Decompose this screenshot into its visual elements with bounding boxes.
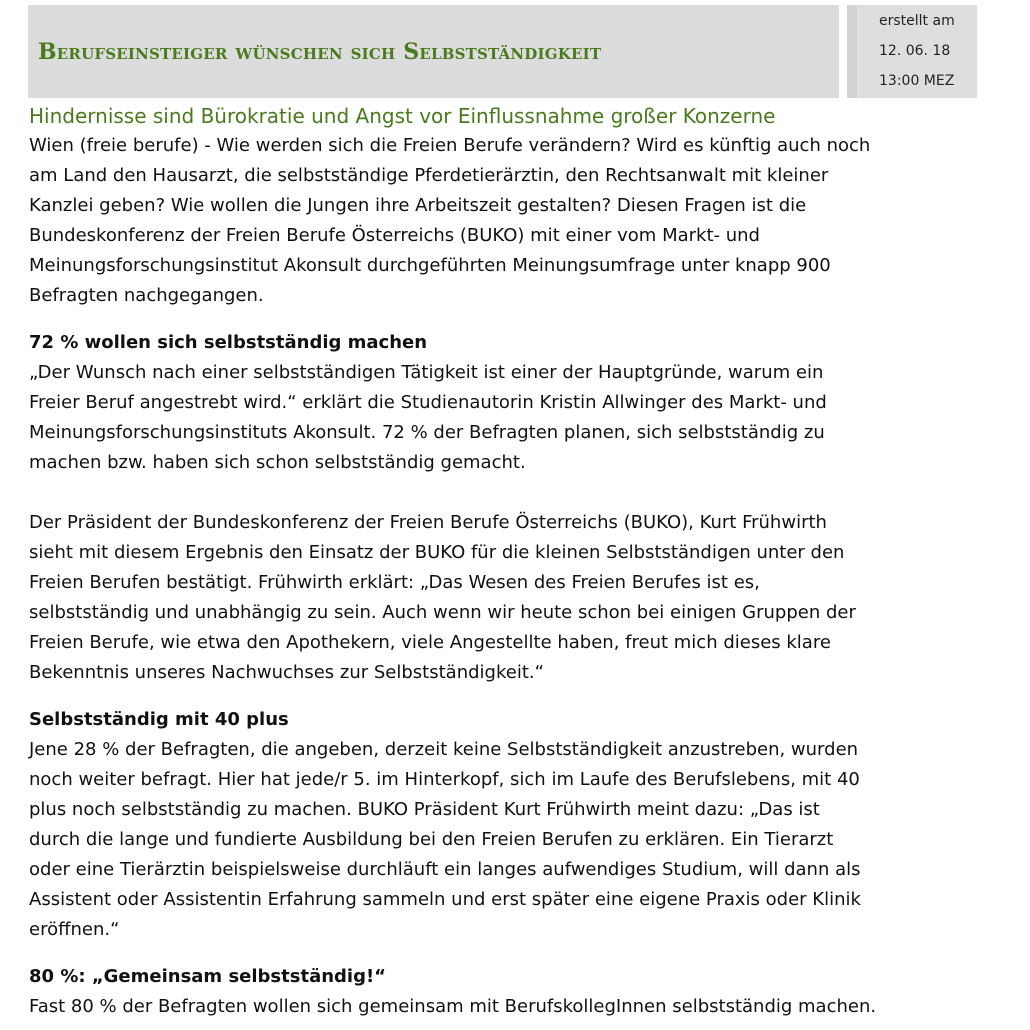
created-date: 12. 06. 18 xyxy=(879,43,951,59)
header-divider xyxy=(839,5,847,98)
section-spacer xyxy=(29,945,989,962)
section-3-paragraph: Fast 80 % der Befragten wollen sich gemeinsam mit BerufskollegInnen selbstständig machen. xyxy=(29,996,877,1017)
paragraph-spacer xyxy=(29,478,989,508)
article-subtitle: Hindernisse sind Bürokratie und Angst vor Einflussnahme großer Konzerne xyxy=(29,104,776,128)
created-label: erstellt am xyxy=(879,13,955,29)
section-1-paragraph-2: Der Präsident der Bundeskonferenz der Freien Berufe Österreichs (BUKO), Kurt Frühwirth sieht mit diesem Ergebnis den Einsatz der BUKO für die kleinen Selbstständigen unter den Freien Berufen bestätigt. Frühwirth erklärt: „Das Wesen des Freien Berufes ist es, selbstständig und unabhängig zu sein. Auch wenn wir heute schon bei einigen Gruppen der Freien Berufe, wie etwa den Apothekern, viele Angestellte haben, freut mich dieses klare Bekenntnis unseres Nachwuchses zur Selbstständigkeit.“ xyxy=(29,512,856,683)
intro-paragraph: Wien (freie berufe) - Wie werden sich die Freien Berufe verändern? Wird es künftig auch noch am Land den Hausarzt, die selbstständige Pferdetierärztin, den Rechtsanwalt mit kleiner Kanzlei geben? Wie wollen die Jungen ihre Arbeitszeit gestalten? Diesen Fragen ist die Bundeskonferenz der Freien Berufe Österreichs (BUKO) mit einer vom Markt- und Meinungsforschungsinstitut Akonsult durchgeführten Meinungsumfrage unter knapp 900 Befragten nachgegangen. xyxy=(29,135,871,306)
section-spacer xyxy=(29,688,989,705)
section-3-heading: 80 %: „Gemeinsam selbstständig!“ xyxy=(29,966,387,987)
section-spacer xyxy=(29,311,989,328)
created-time: 13:00 MEZ xyxy=(879,73,955,89)
section-1-paragraph-1: „Der Wunsch nach einer selbstständigen Tätigkeit ist einer der Hauptgründe, warum ein Freier Beruf angestrebt wird.“ erklärt die Studienautorin Kristin Allwinger des Markt- und Meinungsforschungsinstituts Akonsult. 72 % der Befragten planen, sich selbstständig zu machen bzw. haben sich schon selbstständig gemacht. xyxy=(29,362,827,473)
section-2-paragraph: Jene 28 % der Befragten, die angeben, derzeit keine Selbstständigkeit anzustreben, wurden noch weiter befragt. Hier hat jede/r 5. im Hinterkopf, sich im Laufe des Berufslebens, mit 40 plus noch selbstständig zu machen. BUKO Präsident Kurt Frühwirth meint dazu: „Das ist durch die lange und fundierte Ausbildung bei den Freien Berufen zu erklären. Ein Tierarzt oder eine Tierärztin beispielsweise durchläuft ein langes aufwendiges Studium, will dann als Assistent oder Assistentin Erfahrung sammeln und erst später eine eigene Praxis oder Klinik eröffnen.“ xyxy=(29,739,861,940)
meta-strip xyxy=(847,5,857,98)
section-2-heading: Selbstständig mit 40 plus xyxy=(29,709,289,730)
article-header xyxy=(28,5,977,98)
date-box xyxy=(857,5,977,98)
article-title: Berufseinsteiger wünschen sich Selbstständigkeit xyxy=(38,39,602,65)
article-content xyxy=(29,101,989,1022)
section-1-heading: 72 % wollen sich selbstständig machen xyxy=(29,332,428,353)
title-box xyxy=(28,5,839,98)
